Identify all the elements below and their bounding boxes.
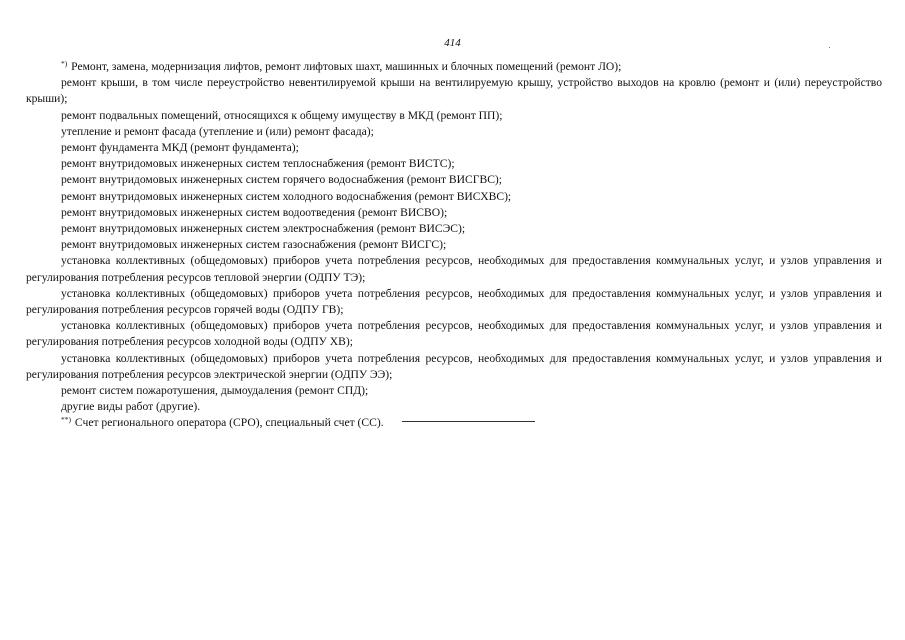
page-number: 414	[444, 37, 461, 49]
footnote-text: Счет регионального оператора (СРО), специальный счет (СС).	[74, 416, 384, 430]
footnote-marker: *)	[61, 59, 68, 68]
footnote-paragraph: утепление и ремонт фасада (утепление и (или) ремонт фасада);	[61, 124, 374, 138]
footnote-paragraph: ремонт внутридомовых инженерных систем газоснабжения (ремонт ВИСГС);	[61, 238, 447, 252]
footnote-paragraph: установка коллективных (общедомовых) приборов учета потребления ресурсов, необходимых для предоставления коммунальных услуг, и узлов управления и регулирования потребления ресурсов холодной воды (ОДПУ ХВ);	[26, 319, 882, 349]
footnotes-block	[26, 59, 882, 432]
footnote-paragraph: ремонт крыши, в том числе переустройство невентилируемой крыши на вентилируемую крышу, устройство выходов на кровлю (ремонт и (или) переустройство крыши);	[26, 76, 882, 106]
footnote-paragraph	[26, 59, 882, 75]
footnote-paragraph: ремонт внутридомовых инженерных систем горячего водоснабжения (ремонт ВИСГВС);	[61, 173, 503, 187]
footnote-paragraph: ремонт внутридомовых инженерных систем холодного водоснабжения (ремонт ВИСХВС);	[61, 189, 512, 203]
footnote-paragraph: ремонт внутридомовых инженерных систем водоотведения (ремонт ВИСВО);	[61, 205, 448, 219]
footnote-paragraph: другие виды работ (другие).	[61, 400, 201, 414]
footnote-paragraph: ремонт внутридомовых инженерных систем электроснабжения (ремонт ВИСЭС);	[61, 222, 466, 236]
footnote-paragraph: ремонт подвальных помещений, относящихся к общему имуществу в МКД (ремонт ПП);	[61, 108, 503, 122]
footnote-text: Ремонт, замена, модернизация лифтов, ремонт лифтовых шахт, машинных и блочных помещений (ремонт ЛО);	[71, 60, 622, 73]
footnote-paragraph: ремонт систем пожаротушения, дымоудаления (ремонт СПД);	[61, 384, 369, 398]
footnote-paragraph: ремонт внутридомовых инженерных систем теплоснабжения (ремонт ВИСТС);	[61, 157, 455, 171]
footnote-paragraph: установка коллективных (общедомовых) приборов учета потребления ресурсов, необходимых для предоставления коммунальных услуг, и узлов управления и регулирования потребления ресурсов электрической энергии (ОДПУ ЭЭ);	[26, 351, 882, 381]
footnote-paragraph: установка коллективных (общедомовых) приборов учета потребления ресурсов, необходимых для предоставления коммунальных услуг, и узлов управления и регулирования потребления ресурсов тепловой энергии (ОДПУ ТЭ);	[26, 254, 882, 284]
end-separator-line	[402, 421, 535, 422]
footnote-paragraph: установка коллективных (общедомовых) приборов учета потребления ресурсов, необходимых для предоставления коммунальных услуг, и узлов управления и регулирования потребления ресурсов горячей воды (ОДПУ ГВ);	[26, 286, 882, 317]
footnote-marker: **)	[61, 415, 71, 425]
footnote-paragraph: ремонт фундамента МКД (ремонт фундамента);	[61, 141, 299, 155]
scan-speck	[829, 47, 830, 48]
footnote-paragraph	[26, 415, 882, 431]
